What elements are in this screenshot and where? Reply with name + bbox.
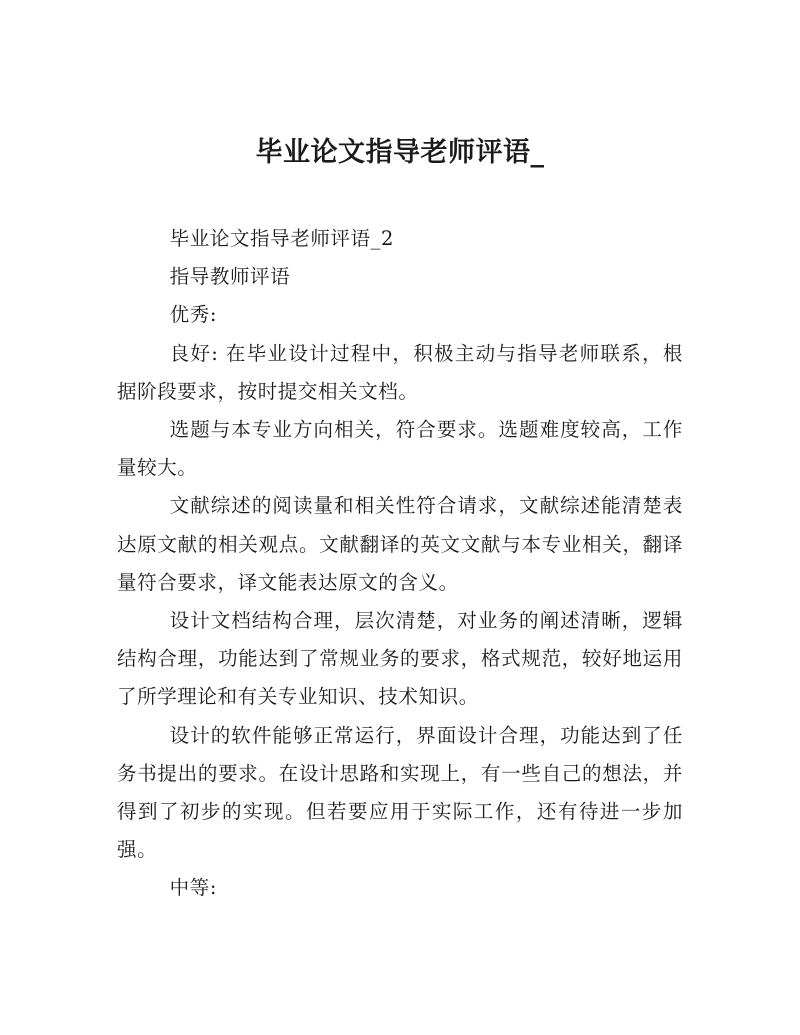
paragraph-subtitle: 毕业论文指导老师评语_2 — [169, 227, 394, 250]
document-title: 毕业论文指导老师评语_ — [255, 137, 545, 168]
paragraph-topic: 选题与本专业方向相关，符合要求。选题难度较高，工作量较大。 — [117, 418, 683, 480]
paragraph-literature: 文献综述的阅读量和相关性符合请求，文献综述能清楚表达原文献的相关观点。文献翻译的英文文献与本专业相关，翻译量符合要求，译文能表达原文的含义。 — [117, 494, 683, 594]
document-body — [117, 220, 683, 908]
paragraph-grade-good: 良好: 在毕业设计过程中，积极主动与指导老师联系，根据阶段要求，按时提交相关文档。 — [117, 341, 683, 403]
paragraph-design-document: 设计文档结构合理，层次清楚，对业务的阐述清晰，逻辑结构合理，功能达到了常规业务的要求，格式规范，较好地运用了所学理论和有关专业知识、技术知识。 — [117, 609, 683, 709]
paragraph-software: 设计的软件能够正常运行，界面设计合理，功能达到了任务书提出的要求。在设计思路和实现上，有一些自己的想法，并得到了初步的实现。但若要应用于实际工作，还有待进一步加强。 — [117, 723, 683, 862]
paragraph-grade-excellent: 优秀: — [169, 303, 218, 327]
paragraph-heading-teacher-comments: 指导教师评语 — [169, 265, 291, 289]
paragraph-grade-medium: 中等: — [169, 876, 218, 900]
